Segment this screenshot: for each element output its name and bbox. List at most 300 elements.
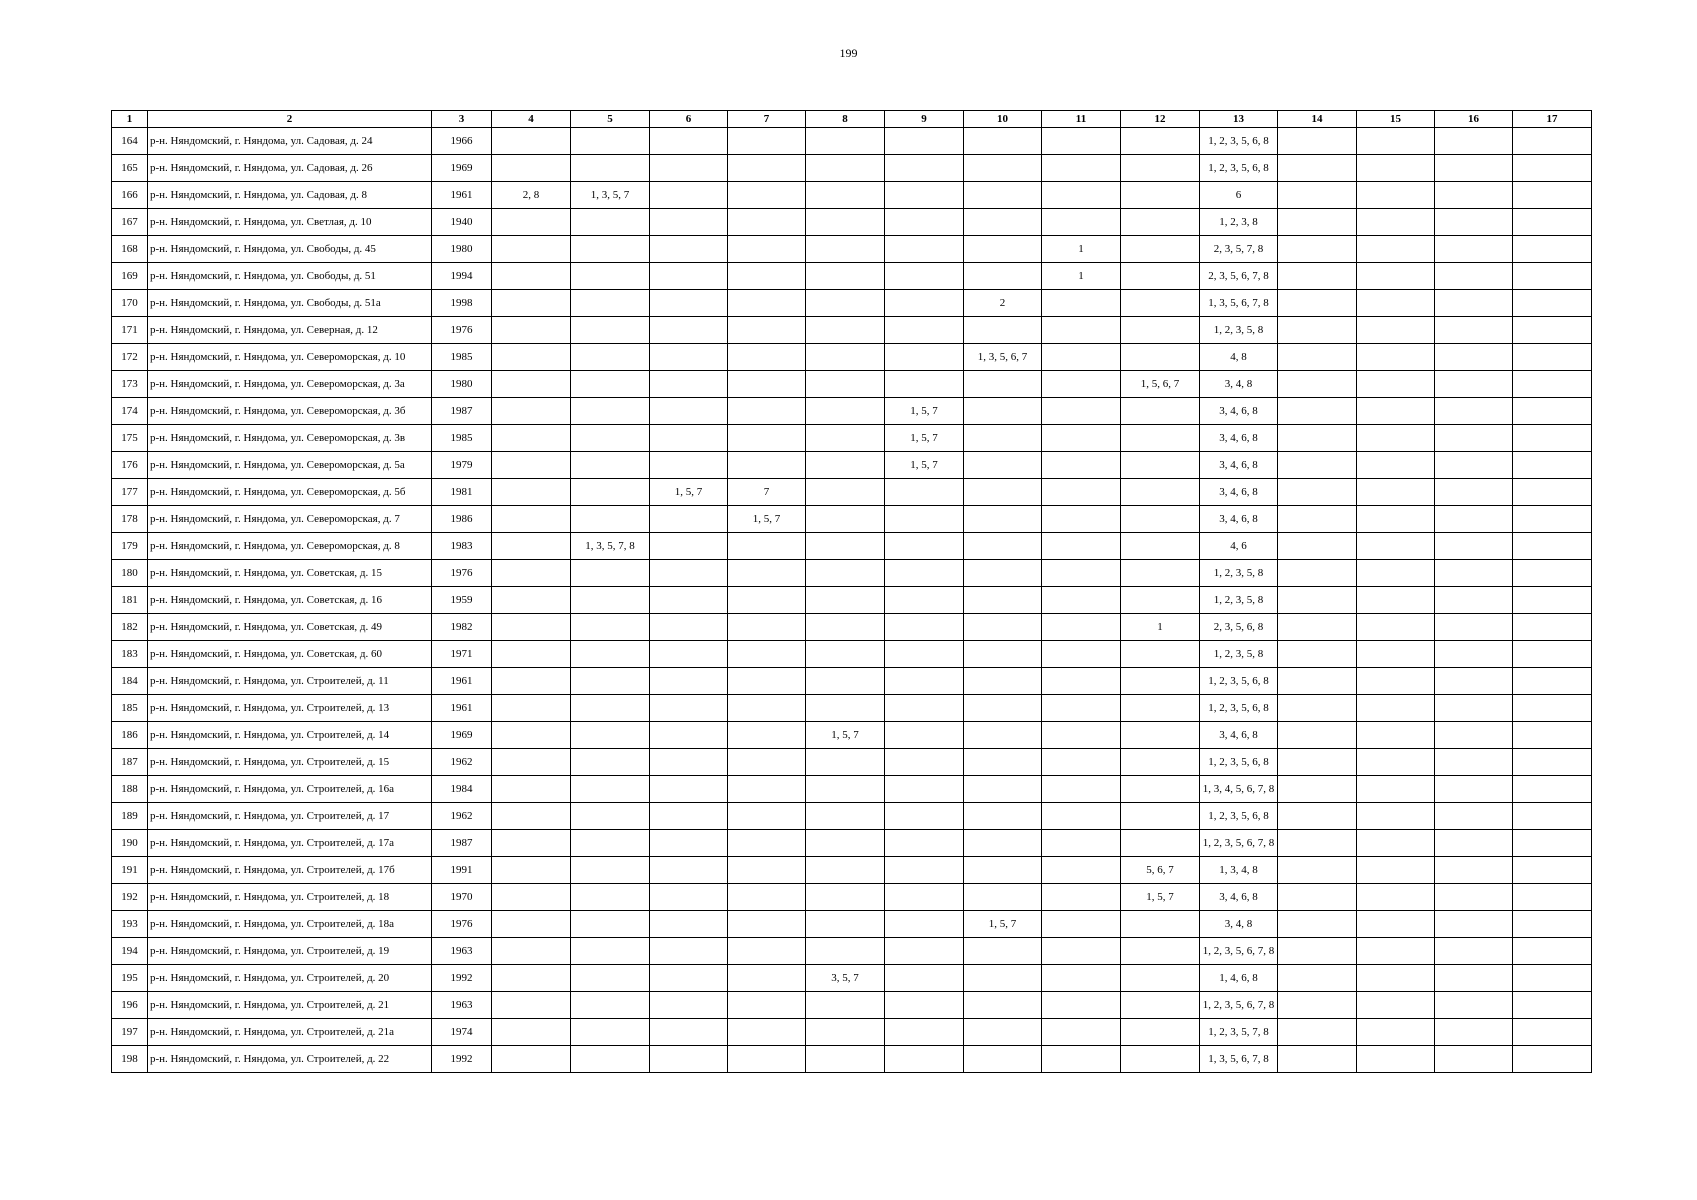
column-8-cell [806, 749, 885, 776]
column-8-cell: 1, 5, 7 [806, 722, 885, 749]
column-6-cell [650, 803, 728, 830]
table-row [112, 155, 1592, 182]
column-12-cell [1121, 236, 1200, 263]
table-row [112, 668, 1592, 695]
column-10-cell [964, 776, 1042, 803]
table-row [112, 425, 1592, 452]
column-4-cell [492, 587, 571, 614]
column-17-cell [1513, 560, 1592, 587]
column-11-cell [1042, 884, 1121, 911]
column-10-cell: 1, 3, 5, 6, 7 [964, 344, 1042, 371]
column-12-cell [1121, 452, 1200, 479]
column-8-cell [806, 209, 885, 236]
column-17-cell [1513, 290, 1592, 317]
column-7-cell [728, 452, 806, 479]
row-number-cell: 191 [112, 857, 148, 884]
column-17-cell [1513, 344, 1592, 371]
row-number-cell: 181 [112, 587, 148, 614]
column-15-cell [1357, 398, 1435, 425]
column-15-cell [1357, 884, 1435, 911]
column-15-cell [1357, 560, 1435, 587]
row-number-cell: 179 [112, 533, 148, 560]
column-5-cell [571, 236, 650, 263]
column-15-cell [1357, 263, 1435, 290]
column-17-cell [1513, 911, 1592, 938]
column-4-cell [492, 371, 571, 398]
column-header-16: 16 [1435, 111, 1513, 128]
column-15-cell [1357, 425, 1435, 452]
column-5-cell [571, 155, 650, 182]
column-9-cell [885, 776, 964, 803]
address-cell: р-н. Няндомский, г. Няндома, ул. Строителей, д. 11 [148, 668, 432, 695]
column-4-cell [492, 236, 571, 263]
year-cell: 1980 [432, 371, 492, 398]
column-14-cell [1278, 236, 1357, 263]
column-14-cell [1278, 128, 1357, 155]
year-cell: 1987 [432, 830, 492, 857]
column-14-cell [1278, 344, 1357, 371]
column-8-cell [806, 128, 885, 155]
column-14-cell [1278, 452, 1357, 479]
column-7-cell [728, 398, 806, 425]
column-4-cell [492, 344, 571, 371]
column-10-cell [964, 182, 1042, 209]
column-11-cell: 1 [1042, 236, 1121, 263]
row-number-cell: 177 [112, 479, 148, 506]
column-16-cell [1435, 209, 1513, 236]
column-16-cell [1435, 614, 1513, 641]
column-10-cell [964, 209, 1042, 236]
column-8-cell [806, 614, 885, 641]
column-11-cell [1042, 533, 1121, 560]
column-15-cell [1357, 479, 1435, 506]
column-7-cell: 7 [728, 479, 806, 506]
column-9-cell [885, 479, 964, 506]
column-9-cell [885, 506, 964, 533]
column-5-cell [571, 911, 650, 938]
column-5-cell [571, 398, 650, 425]
column-12-cell [1121, 722, 1200, 749]
column-13-cell: 1, 4, 6, 8 [1200, 965, 1278, 992]
column-11-cell [1042, 857, 1121, 884]
column-4-cell [492, 317, 571, 344]
year-cell: 1962 [432, 803, 492, 830]
column-8-cell [806, 857, 885, 884]
column-7-cell [728, 344, 806, 371]
column-13-cell: 6 [1200, 182, 1278, 209]
column-14-cell [1278, 668, 1357, 695]
column-5-cell [571, 668, 650, 695]
column-10-cell [964, 317, 1042, 344]
address-cell: р-н. Няндомский, г. Няндома, ул. Строителей, д. 17 [148, 803, 432, 830]
column-15-cell [1357, 614, 1435, 641]
column-13-cell: 1, 2, 3, 5, 8 [1200, 317, 1278, 344]
year-cell: 1983 [432, 533, 492, 560]
column-17-cell [1513, 776, 1592, 803]
column-16-cell [1435, 749, 1513, 776]
column-12-cell: 1 [1121, 614, 1200, 641]
year-cell: 1961 [432, 668, 492, 695]
table-row [112, 1046, 1592, 1073]
column-6-cell [650, 992, 728, 1019]
column-7-cell [728, 695, 806, 722]
column-header-10: 10 [964, 111, 1042, 128]
column-14-cell [1278, 830, 1357, 857]
address-cell: р-н. Няндомский, г. Няндома, ул. Строителей, д. 18 [148, 884, 432, 911]
column-header-14: 14 [1278, 111, 1357, 128]
table-row [112, 1019, 1592, 1046]
column-11-cell [1042, 209, 1121, 236]
column-9-cell [885, 182, 964, 209]
column-15-cell [1357, 506, 1435, 533]
column-17-cell [1513, 506, 1592, 533]
column-9-cell: 1, 5, 7 [885, 398, 964, 425]
column-11-cell [1042, 803, 1121, 830]
address-cell: р-н. Няндомский, г. Няндома, ул. Свободы, д. 45 [148, 236, 432, 263]
column-7-cell [728, 209, 806, 236]
column-header-7: 7 [728, 111, 806, 128]
column-12-cell [1121, 911, 1200, 938]
year-cell: 1961 [432, 182, 492, 209]
address-cell: р-н. Няндомский, г. Няндома, ул. Садовая, д. 24 [148, 128, 432, 155]
column-6-cell [650, 776, 728, 803]
row-number-cell: 164 [112, 128, 148, 155]
column-12-cell: 5, 6, 7 [1121, 857, 1200, 884]
year-cell: 1961 [432, 695, 492, 722]
column-4-cell [492, 128, 571, 155]
column-4-cell [492, 425, 571, 452]
column-5-cell [571, 209, 650, 236]
column-16-cell [1435, 830, 1513, 857]
column-5-cell [571, 695, 650, 722]
column-15-cell [1357, 857, 1435, 884]
header-row [112, 111, 1592, 128]
column-5-cell: 1, 3, 5, 7 [571, 182, 650, 209]
column-5-cell [571, 965, 650, 992]
address-cell: р-н. Няндомский, г. Няндома, ул. Строителей, д. 20 [148, 965, 432, 992]
column-8-cell [806, 479, 885, 506]
column-13-cell: 1, 2, 3, 5, 8 [1200, 560, 1278, 587]
column-13-cell: 3, 4, 6, 8 [1200, 506, 1278, 533]
address-cell: р-н. Няндомский, г. Няндома, ул. Североморская, д. 3в [148, 425, 432, 452]
column-10-cell [964, 641, 1042, 668]
column-12-cell [1121, 533, 1200, 560]
column-header-17: 17 [1513, 111, 1592, 128]
column-10-cell [964, 857, 1042, 884]
column-16-cell [1435, 992, 1513, 1019]
column-5-cell [571, 371, 650, 398]
column-15-cell [1357, 668, 1435, 695]
column-14-cell [1278, 506, 1357, 533]
column-7-cell [728, 1019, 806, 1046]
column-13-cell: 1, 3, 4, 8 [1200, 857, 1278, 884]
column-17-cell [1513, 263, 1592, 290]
column-15-cell [1357, 938, 1435, 965]
column-12-cell [1121, 587, 1200, 614]
column-6-cell [650, 398, 728, 425]
column-17-cell [1513, 668, 1592, 695]
column-14-cell [1278, 722, 1357, 749]
column-14-cell [1278, 614, 1357, 641]
column-15-cell [1357, 695, 1435, 722]
column-16-cell [1435, 695, 1513, 722]
row-number-cell: 196 [112, 992, 148, 1019]
address-cell: р-н. Няндомский, г. Няндома, ул. Строителей, д. 21а [148, 1019, 432, 1046]
column-15-cell [1357, 290, 1435, 317]
column-9-cell [885, 803, 964, 830]
column-11-cell [1042, 155, 1121, 182]
column-5-cell [571, 857, 650, 884]
column-5-cell [571, 452, 650, 479]
table-row [112, 182, 1592, 209]
column-4-cell [492, 722, 571, 749]
column-17-cell [1513, 209, 1592, 236]
year-cell: 1971 [432, 641, 492, 668]
column-6-cell [650, 290, 728, 317]
column-6-cell [650, 371, 728, 398]
column-14-cell [1278, 1046, 1357, 1073]
address-cell: р-н. Няндомский, г. Няндома, ул. Североморская, д. 3а [148, 371, 432, 398]
column-11-cell [1042, 911, 1121, 938]
column-17-cell [1513, 992, 1592, 1019]
column-5-cell [571, 587, 650, 614]
year-cell: 1959 [432, 587, 492, 614]
column-9-cell [885, 209, 964, 236]
column-11-cell [1042, 182, 1121, 209]
column-8-cell [806, 398, 885, 425]
column-8-cell [806, 155, 885, 182]
column-8-cell [806, 425, 885, 452]
row-number-cell: 195 [112, 965, 148, 992]
column-11-cell [1042, 317, 1121, 344]
table-row [112, 560, 1592, 587]
column-9-cell [885, 560, 964, 587]
column-7-cell [728, 911, 806, 938]
column-17-cell [1513, 749, 1592, 776]
column-10-cell [964, 749, 1042, 776]
column-6-cell [650, 749, 728, 776]
column-9-cell [885, 290, 964, 317]
address-cell: р-н. Няндомский, г. Няндома, ул. Североморская, д. 10 [148, 344, 432, 371]
column-11-cell [1042, 398, 1121, 425]
table-row [112, 803, 1592, 830]
column-14-cell [1278, 317, 1357, 344]
column-8-cell [806, 587, 885, 614]
column-8-cell [806, 344, 885, 371]
column-6-cell [650, 587, 728, 614]
column-17-cell [1513, 533, 1592, 560]
column-10-cell [964, 155, 1042, 182]
address-cell: р-н. Няндомский, г. Няндома, ул. Северная, д. 12 [148, 317, 432, 344]
column-13-cell: 1, 2, 3, 5, 6, 8 [1200, 668, 1278, 695]
column-16-cell [1435, 128, 1513, 155]
table-row [112, 830, 1592, 857]
column-12-cell [1121, 641, 1200, 668]
column-9-cell [885, 830, 964, 857]
column-15-cell [1357, 749, 1435, 776]
column-10-cell: 2 [964, 290, 1042, 317]
column-15-cell [1357, 533, 1435, 560]
column-11-cell [1042, 1046, 1121, 1073]
column-5-cell [571, 749, 650, 776]
column-14-cell [1278, 776, 1357, 803]
column-14-cell [1278, 425, 1357, 452]
column-header-6: 6 [650, 111, 728, 128]
column-9-cell [885, 668, 964, 695]
column-14-cell [1278, 965, 1357, 992]
row-number-cell: 187 [112, 749, 148, 776]
year-cell: 1986 [432, 506, 492, 533]
column-10-cell [964, 533, 1042, 560]
column-4-cell [492, 1019, 571, 1046]
column-12-cell [1121, 803, 1200, 830]
column-10-cell [964, 938, 1042, 965]
column-7-cell [728, 884, 806, 911]
column-14-cell [1278, 695, 1357, 722]
column-11-cell [1042, 1019, 1121, 1046]
column-17-cell [1513, 830, 1592, 857]
column-7-cell [728, 128, 806, 155]
column-7-cell [728, 614, 806, 641]
column-4-cell [492, 533, 571, 560]
column-15-cell [1357, 992, 1435, 1019]
column-16-cell [1435, 776, 1513, 803]
table-row [112, 317, 1592, 344]
column-9-cell [885, 263, 964, 290]
table-row [112, 641, 1592, 668]
column-12-cell [1121, 182, 1200, 209]
column-header-13: 13 [1200, 111, 1278, 128]
column-9-cell [885, 965, 964, 992]
column-6-cell [650, 344, 728, 371]
address-cell: р-н. Няндомский, г. Няндома, ул. Североморская, д. 8 [148, 533, 432, 560]
column-17-cell [1513, 398, 1592, 425]
table-row [112, 479, 1592, 506]
column-13-cell: 4, 8 [1200, 344, 1278, 371]
column-9-cell [885, 344, 964, 371]
column-17-cell [1513, 938, 1592, 965]
column-16-cell [1435, 911, 1513, 938]
column-7-cell [728, 857, 806, 884]
column-14-cell [1278, 155, 1357, 182]
column-17-cell [1513, 236, 1592, 263]
column-4-cell [492, 479, 571, 506]
column-5-cell [571, 425, 650, 452]
column-13-cell: 3, 4, 6, 8 [1200, 398, 1278, 425]
column-6-cell [650, 911, 728, 938]
row-number-cell: 194 [112, 938, 148, 965]
column-6-cell [650, 236, 728, 263]
column-11-cell [1042, 425, 1121, 452]
column-8-cell [806, 668, 885, 695]
column-15-cell [1357, 182, 1435, 209]
column-9-cell [885, 128, 964, 155]
address-cell: р-н. Няндомский, г. Няндома, ул. Строителей, д. 19 [148, 938, 432, 965]
column-5-cell [571, 128, 650, 155]
row-number-cell: 169 [112, 263, 148, 290]
year-cell: 1991 [432, 857, 492, 884]
column-13-cell: 1, 2, 3, 5, 6, 8 [1200, 695, 1278, 722]
column-7-cell [728, 290, 806, 317]
column-12-cell [1121, 830, 1200, 857]
column-9-cell [885, 749, 964, 776]
year-cell: 1940 [432, 209, 492, 236]
column-7-cell [728, 155, 806, 182]
column-13-cell: 1, 2, 3, 5, 8 [1200, 641, 1278, 668]
column-11-cell [1042, 992, 1121, 1019]
column-8-cell [806, 182, 885, 209]
table-row [112, 911, 1592, 938]
column-6-cell [650, 209, 728, 236]
column-10-cell [964, 128, 1042, 155]
column-9-cell [885, 911, 964, 938]
address-cell: р-н. Няндомский, г. Няндома, ул. Садовая, д. 26 [148, 155, 432, 182]
column-17-cell [1513, 128, 1592, 155]
column-16-cell [1435, 1019, 1513, 1046]
column-16-cell [1435, 182, 1513, 209]
column-12-cell: 1, 5, 7 [1121, 884, 1200, 911]
column-17-cell [1513, 965, 1592, 992]
row-number-cell: 188 [112, 776, 148, 803]
column-10-cell [964, 587, 1042, 614]
column-10-cell [964, 560, 1042, 587]
column-6-cell [650, 452, 728, 479]
column-5-cell [571, 479, 650, 506]
column-8-cell [806, 236, 885, 263]
column-header-1: 1 [112, 111, 148, 128]
column-4-cell [492, 1046, 571, 1073]
column-5-cell [571, 290, 650, 317]
column-header-5: 5 [571, 111, 650, 128]
column-6-cell [650, 128, 728, 155]
column-10-cell [964, 965, 1042, 992]
column-7-cell [728, 425, 806, 452]
column-8-cell [806, 641, 885, 668]
column-8-cell [806, 884, 885, 911]
column-14-cell [1278, 884, 1357, 911]
column-4-cell [492, 965, 571, 992]
column-4-cell [492, 614, 571, 641]
column-17-cell [1513, 614, 1592, 641]
column-13-cell: 1, 2, 3, 8 [1200, 209, 1278, 236]
table-row [112, 263, 1592, 290]
column-16-cell [1435, 506, 1513, 533]
column-5-cell [571, 992, 650, 1019]
column-header-8: 8 [806, 111, 885, 128]
row-number-cell: 178 [112, 506, 148, 533]
row-number-cell: 198 [112, 1046, 148, 1073]
column-4-cell [492, 560, 571, 587]
column-13-cell: 1, 2, 3, 5, 7, 8 [1200, 1019, 1278, 1046]
column-11-cell [1042, 938, 1121, 965]
column-15-cell [1357, 830, 1435, 857]
column-6-cell [650, 938, 728, 965]
column-13-cell: 4, 6 [1200, 533, 1278, 560]
column-10-cell [964, 722, 1042, 749]
column-5-cell [571, 641, 650, 668]
column-6-cell [650, 263, 728, 290]
column-6-cell [650, 560, 728, 587]
column-10-cell [964, 479, 1042, 506]
address-cell: р-н. Няндомский, г. Няндома, ул. Свободы, д. 51 [148, 263, 432, 290]
column-11-cell [1042, 479, 1121, 506]
column-5-cell [571, 506, 650, 533]
column-5-cell [571, 884, 650, 911]
column-13-cell: 2, 3, 5, 6, 7, 8 [1200, 263, 1278, 290]
column-9-cell: 1, 5, 7 [885, 452, 964, 479]
table-row [112, 128, 1592, 155]
table-header [112, 111, 1592, 128]
